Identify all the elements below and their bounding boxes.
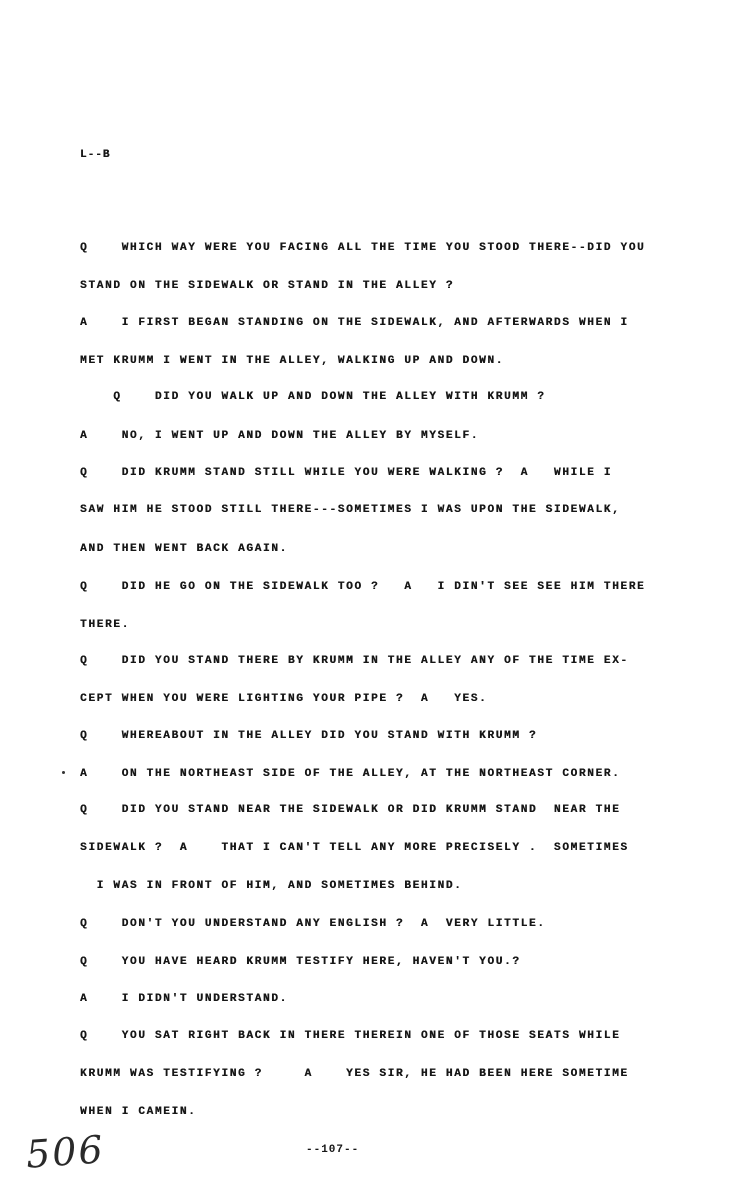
- transcript-line: Q DID KRUMM STAND STILL WHILE YOU WERE WALKING ? A WHILE I: [80, 467, 613, 479]
- transcript-line: Q DID YOU STAND NEAR THE SIDEWALK OR DID KRUMM STAND NEAR THE: [80, 804, 621, 816]
- transcript-line: Q DID YOU WALK UP AND DOWN THE ALLEY WITH KRUMM ?: [80, 391, 546, 403]
- page-header-code: L--B: [80, 149, 111, 161]
- transcript-line: Q YOU HAVE HEARD KRUMM TESTIFY HERE, HAVEN'T YOU.?: [80, 956, 521, 968]
- transcript-line: AND THEN WENT BACK AGAIN.: [80, 543, 288, 555]
- transcript-line: STAND ON THE SIDEWALK OR STAND IN THE ALLEY ?: [80, 280, 455, 292]
- transcript-line: KRUMM WAS TESTIFYING ? A YES SIR, HE HAD BEEN HERE SOMETIME: [80, 1068, 629, 1080]
- transcript-line: A NO, I WENT UP AND DOWN THE ALLEY BY MYSELF.: [80, 430, 480, 442]
- transcript-line: Q WHEREABOUT IN THE ALLEY DID YOU STAND WITH KRUMM ?: [80, 730, 538, 742]
- transcript-line: Q DID HE GO ON THE SIDEWALK TOO ? A I DIN'T SEE SEE HIM THERE: [80, 581, 646, 593]
- transcript-line: SIDEWALK ? A THAT I CAN'T TELL ANY MORE PRECISELY . SOMETIMES: [80, 842, 629, 854]
- transcript-line: A I FIRST BEGAN STANDING ON THE SIDEWALK, AND AFTERWARDS WHEN I: [80, 317, 629, 329]
- transcript-line: I WAS IN FRONT OF HIM, AND SOMETIMES BEHIND.: [80, 880, 463, 892]
- stray-mark: [62, 771, 65, 774]
- transcript-line: MET KRUMM I WENT IN THE ALLEY, WALKING UP AND DOWN.: [80, 355, 504, 367]
- transcript-line: Q YOU SAT RIGHT BACK IN THERE THEREIN ONE OF THOSE SEATS WHILE: [80, 1030, 621, 1042]
- transcript-line: A ON THE NORTHEAST SIDE OF THE ALLEY, AT THE NORTHEAST CORNER.: [80, 768, 621, 780]
- transcript-line: Q WHICH WAY WERE YOU FACING ALL THE TIME YOU STOOD THERE--DID YOU: [80, 242, 646, 254]
- transcript-line: A I DIDN'T UNDERSTAND.: [80, 993, 288, 1005]
- transcript-line: SAW HIM HE STOOD STILL THERE---SOMETIMES I WAS UPON THE SIDEWALK,: [80, 504, 621, 516]
- transcript-line: Q DID YOU STAND THERE BY KRUMM IN THE ALLEY ANY OF THE TIME EX-: [80, 655, 629, 667]
- transcript-line: CEPT WHEN YOU WERE LIGHTING YOUR PIPE ? A YES.: [80, 693, 488, 705]
- transcript-line: THERE.: [80, 619, 130, 631]
- typed-page-number: --107--: [306, 1144, 360, 1156]
- transcript-line: WHEN I CAMEIN.: [80, 1106, 197, 1118]
- handwritten-page-number: 506: [24, 1127, 106, 1177]
- transcript-line: Q DON'T YOU UNDERSTAND ANY ENGLISH ? A VERY LITTLE.: [80, 918, 546, 930]
